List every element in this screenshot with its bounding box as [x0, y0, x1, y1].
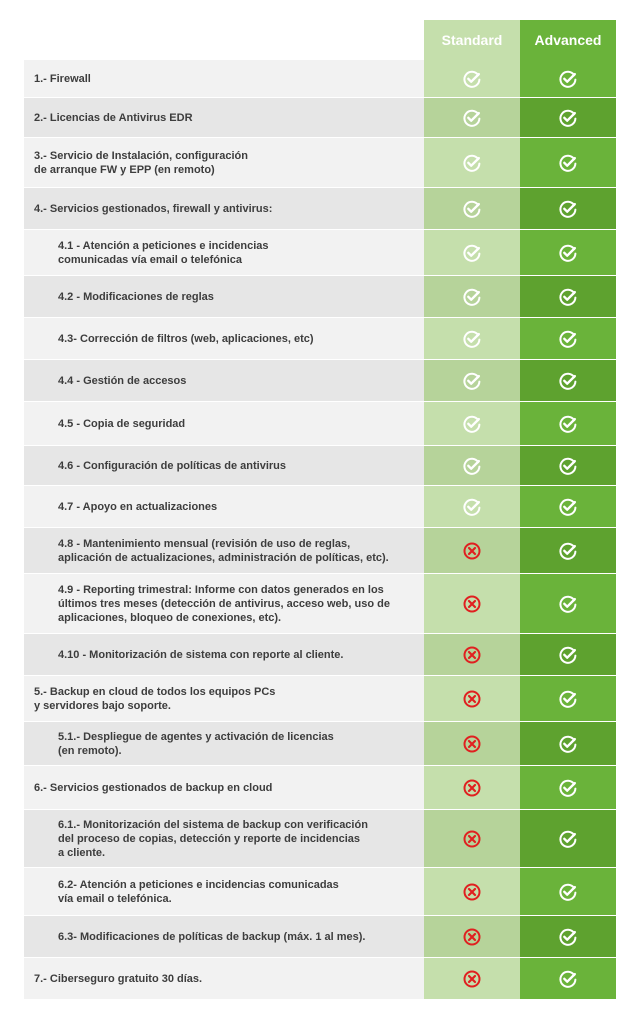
row-label — [24, 318, 424, 359]
cell-advanced — [520, 810, 616, 867]
table-row — [24, 276, 616, 318]
x-circle-icon — [462, 927, 482, 947]
table-row — [24, 574, 616, 634]
table-row — [24, 916, 616, 958]
table-header — [24, 20, 616, 60]
row-label-text: 4.3- Corrección de filtros (web, aplicaciones, etc) — [58, 332, 314, 345]
cell-advanced — [520, 868, 616, 915]
row-label — [24, 138, 424, 187]
cell-standard — [424, 318, 520, 359]
cell-standard — [424, 958, 520, 999]
x-circle-icon — [462, 594, 482, 614]
table-row — [24, 868, 616, 916]
row-label-text: 1.- Firewall — [34, 72, 91, 85]
check-circle-icon — [558, 69, 578, 89]
row-label — [24, 60, 424, 97]
x-circle-icon — [462, 882, 482, 902]
table-row — [24, 318, 616, 360]
cell-standard — [424, 60, 520, 97]
check-circle-icon — [462, 153, 482, 173]
check-circle-icon — [558, 734, 578, 754]
check-circle-icon — [558, 456, 578, 476]
check-circle-icon — [462, 243, 482, 263]
table-row — [24, 98, 616, 138]
cell-advanced — [520, 528, 616, 573]
table-row — [24, 60, 616, 98]
row-label — [24, 446, 424, 485]
check-circle-icon — [462, 456, 482, 476]
row-label — [24, 868, 424, 915]
cell-advanced — [520, 98, 616, 137]
x-circle-icon — [462, 541, 482, 561]
cell-advanced — [520, 446, 616, 485]
x-circle-icon — [462, 645, 482, 665]
row-label — [24, 916, 424, 957]
check-circle-icon — [462, 497, 482, 517]
check-circle-icon — [462, 69, 482, 89]
check-circle-icon — [558, 243, 578, 263]
x-circle-icon — [462, 689, 482, 709]
check-circle-icon — [462, 329, 482, 349]
cell-advanced — [520, 60, 616, 97]
cell-standard — [424, 810, 520, 867]
check-circle-icon — [558, 927, 578, 947]
row-label-text: 3.- Servicio de Instalación, configuración de arranque FW y EPP (en remoto) — [34, 149, 248, 176]
cell-standard — [424, 634, 520, 675]
table-row — [24, 138, 616, 188]
cell-standard — [424, 868, 520, 915]
row-label-text: 4.10 - Monitorización de sistema con reporte al cliente. — [58, 648, 344, 661]
row-label — [24, 634, 424, 675]
row-label-text: 4.- Servicios gestionados, firewall y antivirus: — [34, 202, 273, 215]
cell-advanced — [520, 138, 616, 187]
check-circle-icon — [462, 371, 482, 391]
cell-standard — [424, 486, 520, 527]
table-row — [24, 230, 616, 276]
cell-advanced — [520, 634, 616, 675]
cell-standard — [424, 528, 520, 573]
check-circle-icon — [558, 541, 578, 561]
row-label-text: 4.1 - Atención a peticiones e incidencias comunicadas vía email o telefónica — [58, 239, 269, 266]
column-header-advanced: Advanced — [520, 20, 616, 60]
row-label-text: 2.- Licencias de Antivirus EDR — [34, 111, 193, 124]
table-row — [24, 446, 616, 486]
check-circle-icon — [558, 199, 578, 219]
cell-standard — [424, 574, 520, 633]
cell-advanced — [520, 958, 616, 999]
check-circle-icon — [558, 287, 578, 307]
row-label-text: 4.4 - Gestión de accesos — [58, 374, 187, 387]
x-circle-icon — [462, 969, 482, 989]
row-label-text: 4.8 - Mantenimiento mensual (revisión de uso de reglas, aplicación de actualizaciones, administración de políticas, etc). — [58, 537, 389, 564]
row-label — [24, 188, 424, 229]
table-row — [24, 958, 616, 1000]
check-circle-icon — [558, 371, 578, 391]
table-row — [24, 722, 616, 766]
check-circle-icon — [558, 153, 578, 173]
check-circle-icon — [462, 414, 482, 434]
cell-standard — [424, 230, 520, 275]
table-row — [24, 360, 616, 402]
table-row — [24, 402, 616, 446]
row-label — [24, 810, 424, 867]
check-circle-icon — [462, 287, 482, 307]
cell-standard — [424, 360, 520, 401]
row-label-text: 4.6 - Configuración de políticas de antivirus — [58, 459, 286, 472]
row-label — [24, 958, 424, 999]
x-circle-icon — [462, 778, 482, 798]
cell-advanced — [520, 276, 616, 317]
check-circle-icon — [558, 645, 578, 665]
row-label — [24, 276, 424, 317]
cell-standard — [424, 916, 520, 957]
row-label — [24, 98, 424, 137]
check-circle-icon — [462, 199, 482, 219]
cell-advanced — [520, 916, 616, 957]
row-label-text: 4.7 - Apoyo en actualizaciones — [58, 500, 218, 513]
cell-advanced — [520, 402, 616, 445]
table-row — [24, 810, 616, 868]
cell-standard — [424, 138, 520, 187]
cell-advanced — [520, 766, 616, 809]
row-label-text: 6.- Servicios gestionados de backup en cloud — [34, 781, 273, 794]
row-label-text: 4.2 - Modificaciones de reglas — [58, 290, 214, 303]
row-label — [24, 360, 424, 401]
row-label-text: 4.5 - Copia de seguridad — [58, 417, 186, 430]
x-circle-icon — [462, 734, 482, 754]
row-label-text: 5.1.- Despliegue de agentes y activación de licencias (en remoto). — [58, 730, 334, 757]
cell-standard — [424, 188, 520, 229]
cell-standard — [424, 402, 520, 445]
check-circle-icon — [558, 108, 578, 128]
check-circle-icon — [558, 778, 578, 798]
table-row — [24, 188, 616, 230]
column-header-standard: Standard — [424, 20, 520, 60]
cell-advanced — [520, 230, 616, 275]
row-label — [24, 676, 424, 721]
table-body — [24, 60, 616, 1000]
cell-standard — [424, 446, 520, 485]
check-circle-icon — [558, 329, 578, 349]
check-circle-icon — [462, 108, 482, 128]
row-label-text: 5.- Backup en cloud de todos los equipos PCs y servidores bajo soporte. — [34, 685, 276, 712]
cell-advanced — [520, 486, 616, 527]
row-label — [24, 722, 424, 765]
cell-standard — [424, 98, 520, 137]
cell-standard — [424, 276, 520, 317]
row-label-text: 6.2- Atención a peticiones e incidencias comunicadas vía email o telefónica. — [58, 878, 339, 905]
table-row — [24, 528, 616, 574]
cell-standard — [424, 766, 520, 809]
check-circle-icon — [558, 689, 578, 709]
cell-advanced — [520, 676, 616, 721]
row-label — [24, 402, 424, 445]
row-label-text: 4.9 - Reporting trimestral: Informe con datos generados en los últimos tres meses (detección de antivirus, acceso web, uso de aplicaciones, bloqueo de conexiones, etc). — [58, 583, 390, 624]
cell-advanced — [520, 722, 616, 765]
check-circle-icon — [558, 969, 578, 989]
x-circle-icon — [462, 829, 482, 849]
cell-advanced — [520, 360, 616, 401]
comparison-table — [24, 20, 616, 1000]
row-label — [24, 528, 424, 573]
cell-standard — [424, 722, 520, 765]
check-circle-icon — [558, 497, 578, 517]
cell-advanced — [520, 318, 616, 359]
table-row — [24, 766, 616, 810]
row-label-text: 6.3- Modificaciones de políticas de backup (máx. 1 al mes). — [58, 930, 366, 943]
check-circle-icon — [558, 414, 578, 434]
row-label-text: 7.- Ciberseguro gratuito 30 días. — [34, 972, 203, 985]
table-row — [24, 486, 616, 528]
row-label-text: 6.1.- Monitorización del sistema de backup con verificación del proceso de copias, detección y reporte de incidencias a cliente. — [58, 818, 368, 859]
table-row — [24, 676, 616, 722]
check-circle-icon — [558, 882, 578, 902]
cell-advanced — [520, 574, 616, 633]
row-label — [24, 230, 424, 275]
row-label — [24, 486, 424, 527]
cell-advanced — [520, 188, 616, 229]
cell-standard — [424, 676, 520, 721]
check-circle-icon — [558, 594, 578, 614]
table-row — [24, 634, 616, 676]
row-label — [24, 766, 424, 809]
row-label — [24, 574, 424, 633]
check-circle-icon — [558, 829, 578, 849]
